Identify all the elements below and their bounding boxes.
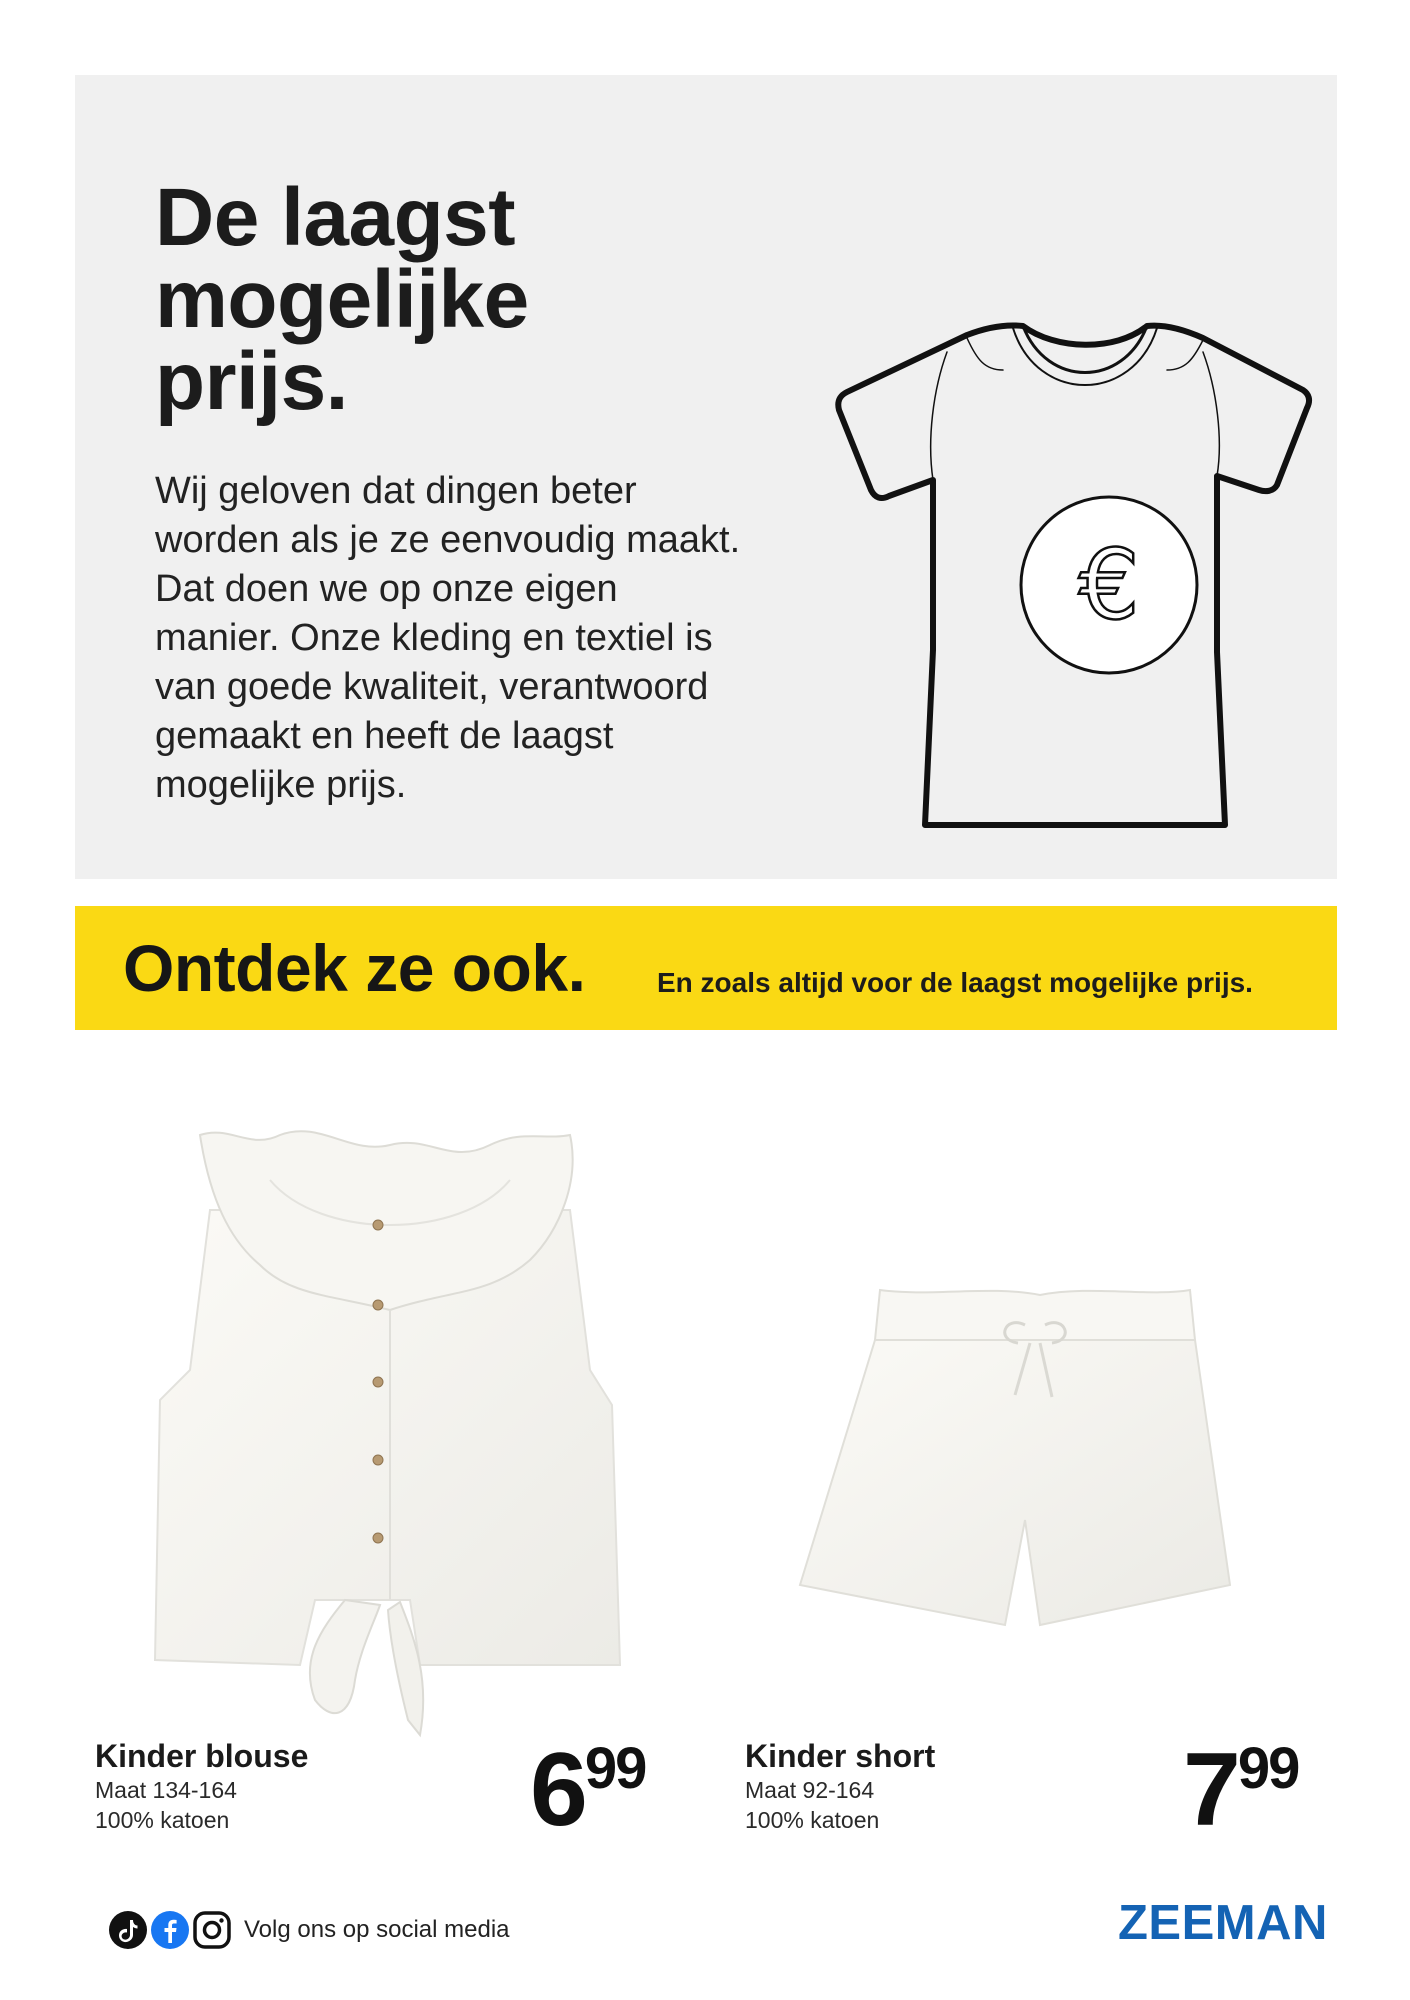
price-blouse [530,1732,646,1848]
price-cents: 99 [1237,1736,1299,1801]
product-material: 100% katoen [745,1807,880,1833]
price-euros: 6 [530,1732,585,1848]
hero-body-line: Wij geloven dat dingen beter [155,470,637,512]
hero-title-line: mogelijke [155,254,529,345]
hero-body-line: gemaakt en heeft de laagst [155,715,614,757]
hero-body-line: manier. Onze kleding en textiel is [155,617,713,659]
hero-body-line: mogelijke prijs. [155,764,407,806]
white-sleeveless-blouse-image [150,1120,630,1740]
hero-body-line: worden als je ze eenvoudig maakt. [155,519,741,561]
hero-panel [75,75,1337,879]
hero-body-text [155,467,815,810]
price-cents: 99 [584,1736,646,1801]
euro-symbol: € [1078,529,1140,641]
product-name-kinder-blouse: Kinder blouse [95,1738,309,1774]
product-meta-blouse [95,1775,237,1835]
instagram-icon[interactable] [192,1910,232,1950]
product-size: Maat 92-164 [745,1777,875,1803]
zeeman-logo[interactable]: ZEEMAN [1118,1896,1328,1950]
facebook-icon[interactable] [150,1910,190,1950]
banner-subtitle: En zoals altijd voor de laagst mogelijke prijs. [657,967,1253,998]
hero-title-line: prijs. [155,336,348,427]
price-euros: 7 [1183,1732,1238,1848]
hero-title [155,172,715,427]
product-size: Maat 134-164 [95,1777,237,1803]
social-media-text: Volg ons op social media [244,1916,510,1943]
price-short [1183,1732,1299,1848]
promo-banner [75,906,1337,1030]
banner-title: Ontdek ze ook. [123,931,586,1005]
hero-body-line: van goede kwaliteit, verantwoord [155,666,709,708]
white-shorts-image [790,1285,1280,1645]
hero-title-line: De laagst [155,172,516,263]
product-material: 100% katoen [95,1807,230,1833]
social-media-row [108,1908,510,1952]
product-meta-short [745,1775,879,1835]
tiktok-icon[interactable] [108,1910,148,1950]
tshirt-euro-icon [755,240,1315,840]
product-name-kinder-short: Kinder short [745,1738,936,1774]
hero-body-line: Dat doen we op onze eigen [155,568,618,610]
